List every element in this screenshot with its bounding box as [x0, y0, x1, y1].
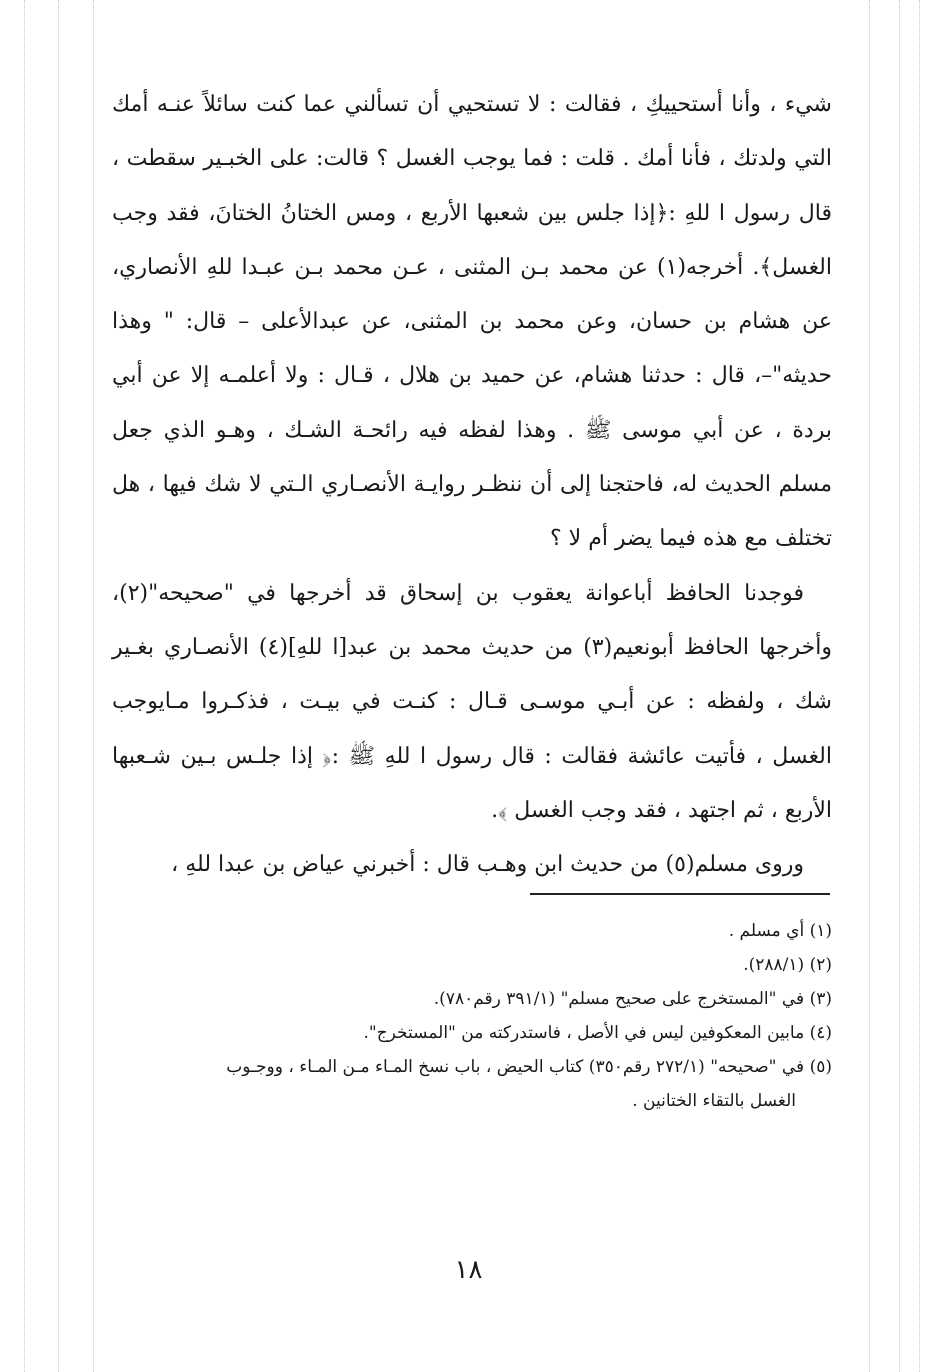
- scan-guide-line: [869, 0, 870, 1372]
- footnote-2: (٢) (٢٨٨/١).: [743, 955, 832, 975]
- footnotes: [112, 914, 832, 1118]
- scan-guide-line: [58, 0, 59, 1372]
- scan-guide-line: [24, 0, 25, 1372]
- page-body: [112, 78, 832, 892]
- paragraph-2: فوجدنا الحافظ أباعوانة يعقوب بن إسحاق قد أخرجها في "صحيحه"(٢)، وأخرجها الحافظ أبونعيم(٣) من حديث محمد بن عبد[ا للهِ](٤) الأنصـاري بغـير شك ، ولفظه : عن أبـي موسـى قـال : كنـت في بيـت ، فذكـروا مـايوجب الغسل ، فأتيت عائشة فقالت : قال رسول ا للهِ ﷺ :﴿ إذا جلـس بـين شـعبها الأربع ، ثم اجتهد ، فقد وجب الغسل ﴾.: [112, 580, 832, 823]
- footnote-5: (٥) في "صحيحه" (٢٧٢/١ رقم٣٥٠) كتاب الحيض ، باب نسخ المـاء مـن المـاء ، ووجـوب: [226, 1057, 832, 1077]
- footnote-4: (٤) مابين المعكوفين ليس في الأصل ، فاستدركته من "المستخرج".: [363, 1023, 832, 1043]
- paragraph-3: وروى مسلم(٥) من حديث ابن وهـب قال : أخبرني عياض بن عبدا للهِ ،: [171, 852, 804, 878]
- scan-guide-line: [919, 0, 920, 1372]
- page-number: ١٨: [454, 1255, 483, 1285]
- scan-guide-line: [93, 0, 94, 1372]
- footnote-1: (١) أي مسلم .: [728, 921, 832, 941]
- footnote-3: (٣) في "المستخرج على صحيح مسلم" (٣٩١/١ رقم٧٨٠).: [433, 989, 832, 1009]
- footnote-5-continued: الغسل بالتقاء الختانين .: [632, 1091, 796, 1111]
- footnote-separator: [530, 893, 830, 895]
- paragraph-1: شيء ، وأنا أستحييكِ ، فقالت : لا تستحيي أن تسألني عما كنت سائلاً عنـه أمك التي ولدتك ، فأنا أمك . قلت : فما يوجب الغسل ؟ قالت: على الخبـير سقطت ، قال رسول ا للهِ :﴿إذا جلس بين شعبها الأربع ، ومس الختانُ الختانَ، فقد وجب الغسل﴾. أخرجه(١) عن محمد بـن المثنى ، عـن محمد بـن عبـدا للهِ الأنصاري، عن هشام بن حسان، وعن محمد بن المثنى، عن عبدالأعلى – قال: " وهذا حديثه"–، قال : حدثنا هشام، عن حميد بن هلال ، قـال : ولا أعلمـه إلا عن أبي بردة ، عن أبي موسى ﷺ . وهذا لفظه فيه رائحـة الشـك ، وهـو الذي جعل مسلم الحديث له، فاحتجنا إلى أن ننظـر روايـة الأنصـاري الـتي لا شك فيها ، هل تختلف مع هذه فيما يضر أم لا ؟: [112, 92, 832, 552]
- scan-guide-line: [899, 0, 900, 1372]
- main-text: [112, 78, 832, 892]
